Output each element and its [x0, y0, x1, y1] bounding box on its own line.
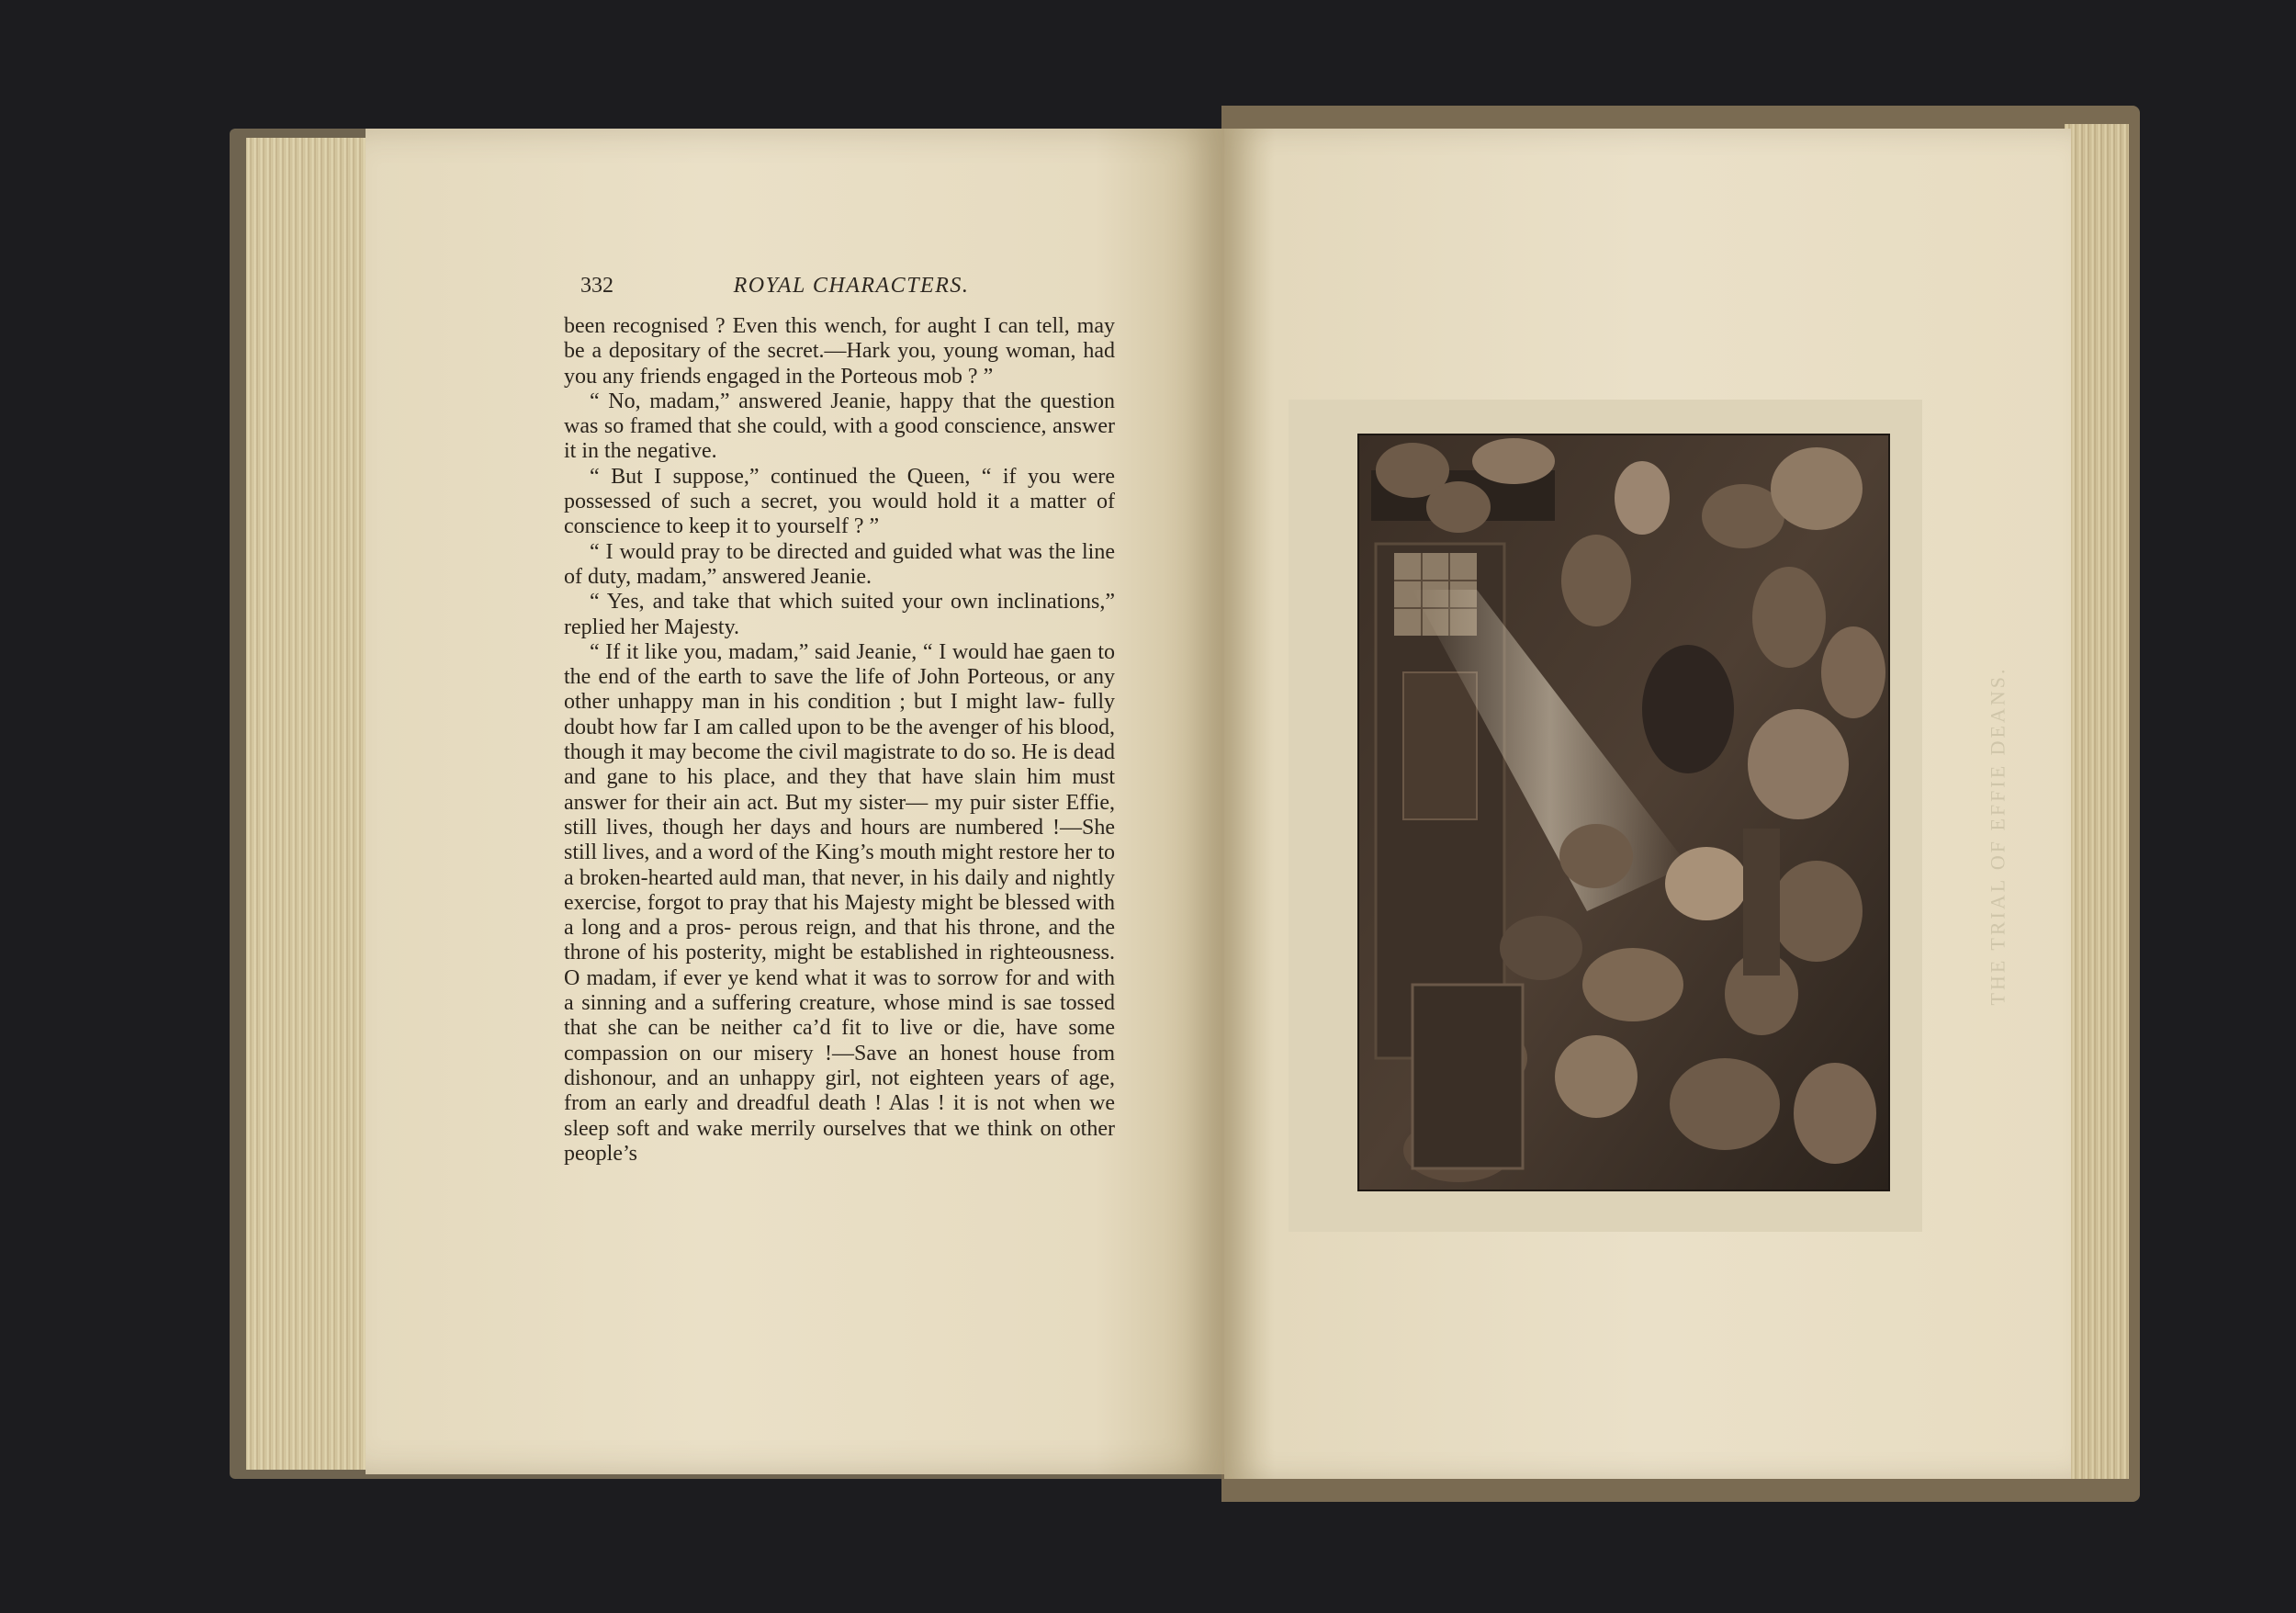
paragraph: “ But I suppose,” continued the Queen, “ if you were possessed of such a secret, you would hold it a matter of conscience to keep it to yourself ? ”	[564, 464, 1115, 539]
engraving-plate	[1357, 434, 1890, 1191]
plate-caption: THE TRIAL OF EFFIE DEANS.	[1986, 666, 2009, 1006]
wall-panel-carving	[1403, 672, 1477, 819]
body-text	[564, 314, 1115, 1167]
running-head	[580, 274, 1122, 307]
running-title: ROYAL CHARACTERS.	[733, 274, 970, 298]
page-edges-left	[246, 138, 366, 1470]
paragraph: “ No, madam,” answered Jeanie, happy that the question was so framed that she could, with a good conscience, answer it in the negative.	[564, 389, 1115, 464]
page-edges-right	[2065, 124, 2129, 1479]
page-number: 332	[580, 274, 613, 298]
paragraph: “ Yes, and take that which suited your own inclinations,” replied her Majesty.	[564, 590, 1115, 639]
dock-rail	[1743, 829, 1780, 976]
plate-caption-wrap	[1979, 643, 2016, 1029]
paragraph: been recognised ? Even this wench, for aught I can tell, may be a depositary of the secret.—Hark you, young woman, had you any friends engaged in the Porteous mob ? ”	[564, 314, 1115, 389]
paragraph: “ If it like you, madam,” said Jeanie, “ I would hae gaen to the end of the earth to save the life of John Porteous, or any other unhappy man in his condition ; but I might law- fully doubt how far I am called upon to be the avenger of his blood, though it may become the civil magistrate to do so. He is dead and gane to his place, and they that have slain him must answer for their ain act. But my sister— my puir sister Effie, still lives, though her days and hours are numbered !—She still lives, and a word of the King’s mouth might restore her to a broken-hearted auld man, that never, in his daily and nightly exercise, forgot to pray that his Majesty might be blessed with a long and a pros- perous reign, and that his throne, and the throne of his posterity, might be established in righteousness. O madam, if ever ye kend what it was to sorrow for and with a sinning and a suffering creature, whose mind is sae tossed that she can be neither ca’d fit to live or die, have some compassion on our misery !—Save an honest house from dishonour, and an unhappy girl, not eighteen years of age, from an early and dreadful death ! Alas ! it is not when we sleep soft and wake merrily ourselves that we think on other people’s	[564, 639, 1115, 1166]
judges-bench	[1412, 985, 1523, 1168]
paragraph: “ I would pray to be directed and guided what was the line of duty, madam,” answered Jeanie.	[564, 539, 1115, 589]
